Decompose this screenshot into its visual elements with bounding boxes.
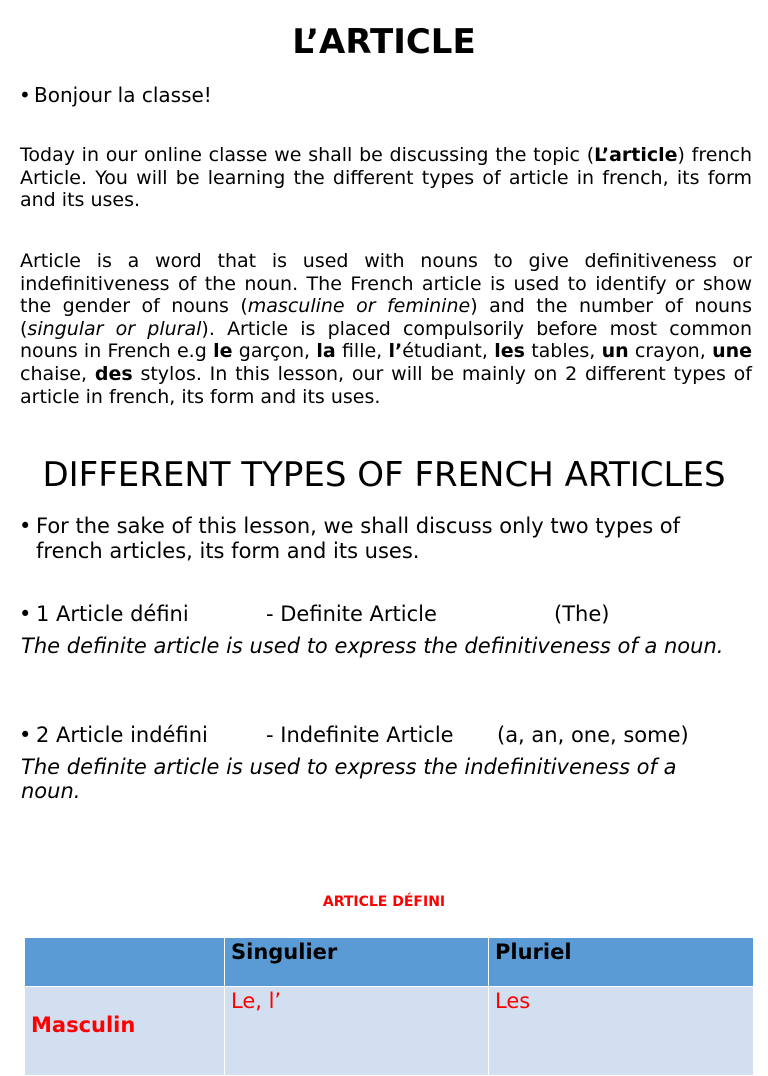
table-header-row <box>25 938 754 987</box>
type-meaning: (The) <box>554 602 610 626</box>
type-english: - Definite Article <box>266 602 437 626</box>
intro-text: Today in our online classe we shall be discussing the topic ( <box>20 144 595 166</box>
lesson-scope-text: For the sake of this lesson, we shall discuss only two types of french articles, its form and its uses. <box>36 514 681 563</box>
number-phrase: singular or plural <box>27 317 202 340</box>
explanation-text-end: stylos. In this lesson, our will be mainly on 2 different types of article in french, its form and its uses. <box>20 362 752 408</box>
gender-phrase: masculine or feminine <box>247 295 471 318</box>
explanation-text: ). Article is placed compulsorily before most common nouns in French e.g <box>20 317 752 363</box>
example-noun: étudiant, <box>402 340 495 363</box>
example-noun: fille, <box>335 340 389 363</box>
greeting-text: Bonjour la classe! <box>34 83 212 107</box>
example-article: la <box>316 340 336 363</box>
definite-article-note: The definite article is used to express the definitiveness of a noun. <box>21 634 724 658</box>
lesson-scope-bullet <box>19 514 759 564</box>
table-row <box>25 987 754 1076</box>
example-noun: tables, <box>524 340 602 363</box>
indefinite-article-note: The definite article is used to express the indefinitiveness of a noun. <box>21 755 677 803</box>
type-name: 1 Article défini <box>36 602 189 626</box>
explanation-text: ) and the number of nouns ( <box>20 295 752 340</box>
cell-plural: Les <box>489 987 754 1076</box>
example-noun: chaise, <box>20 362 95 385</box>
example-article: des <box>94 362 133 385</box>
example-article: le <box>213 340 233 363</box>
type-name: 2 Article indéfini <box>36 723 208 747</box>
header-singulier: Singulier <box>225 938 489 987</box>
intro-paragraph <box>20 144 752 212</box>
intro-topic: L’article <box>594 144 678 166</box>
explanation-text: Article is a word that is used with nouns to give definitiveness or indefinitiveness of the noun. The French article is used to identify or show the gender of nouns ( <box>20 250 752 318</box>
type-meaning: (a, an, one, some) <box>497 723 689 747</box>
bullet-icon: • <box>19 723 32 747</box>
definite-article-table <box>24 937 754 1076</box>
greeting-bullet <box>19 83 212 107</box>
page-title: L’ARTICLE <box>292 22 476 62</box>
table-caption: ARTICLE DÉFINI <box>322 894 446 910</box>
example-noun: crayon, <box>628 340 713 363</box>
bullet-icon: • <box>19 83 31 107</box>
section-title: DIFFERENT TYPES OF FRENCH ARTICLES <box>42 455 726 495</box>
intro-text-end: ) french Article. You will be learning the different types of article in french, its form and its uses. <box>20 144 752 212</box>
explanation-paragraph <box>20 250 752 408</box>
example-article: un <box>601 340 629 363</box>
header-empty <box>25 938 225 987</box>
bullet-icon: • <box>19 514 32 538</box>
example-article: une <box>712 340 753 363</box>
cell-singular: Le, l’ <box>225 987 489 1076</box>
bullet-icon: • <box>19 602 32 626</box>
example-noun: garçon, <box>232 340 317 363</box>
example-article: l’ <box>388 340 403 363</box>
header-pluriel: Pluriel <box>489 938 754 987</box>
row-label-masculin: Masculin <box>25 987 225 1076</box>
type-english: - Indefinite Article <box>266 723 454 747</box>
example-article: les <box>494 340 525 363</box>
